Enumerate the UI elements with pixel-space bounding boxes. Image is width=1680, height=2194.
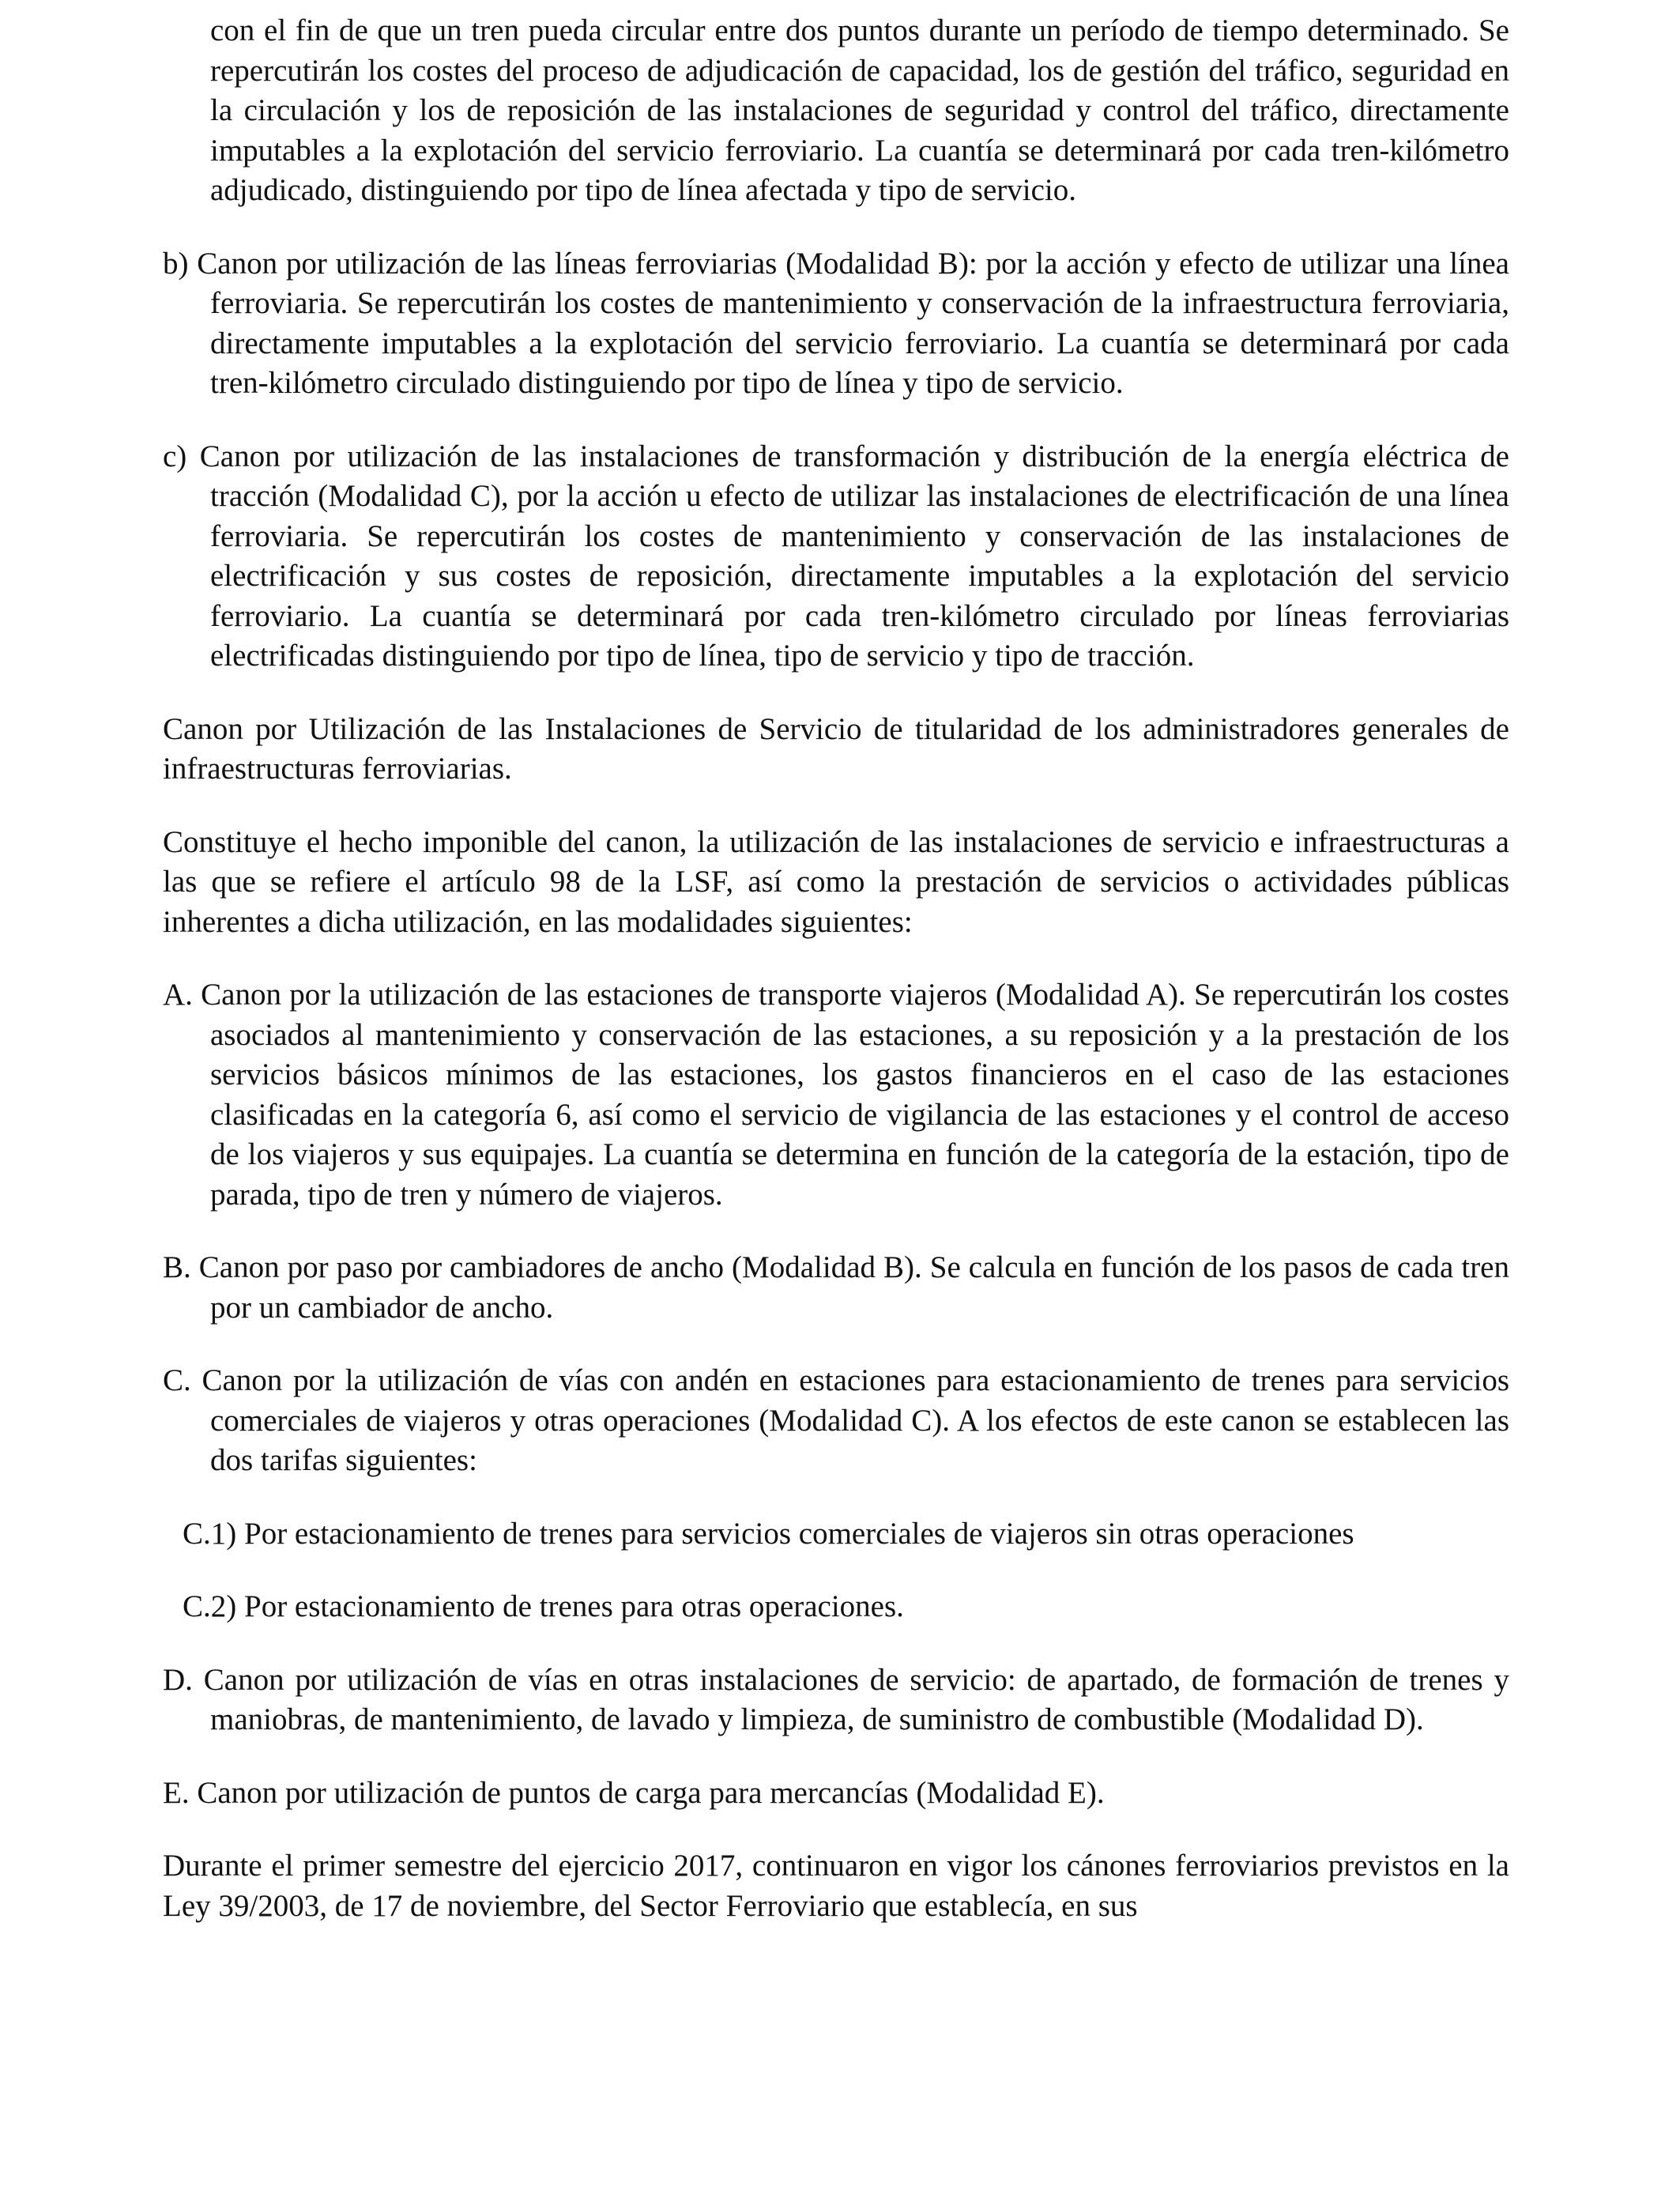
- paragraph-hecho-imponible: Constituye el hecho imponible del canon, la utilización de las instalaciones de servicio e infraestructuras a las que se refiere el artículo 98 de la LSF, así como la prestación de servicios o actividades públicas inherentes a dicha utilización, en las modalidades siguientes:: [163, 824, 1509, 939]
- paragraph-item-A: A. Canon por la utilización de las estaciones de transporte viajeros (Modalidad A). Se repercutirán los costes asociados al mantenimiento y conservación de las estaciones, a su reposición y a la prestación de los servicios básicos mínimos de las estaciones, los gastos financieros en el caso de las estaciones clasificadas en la categoría 6, así como el servicio de vigilancia de las estaciones y el control de acceso de los viajeros y sus equipajes. La cuantía se determina en función de la categoría de la estación, tipo de parada, tipo de tren y número de viajeros.: [163, 978, 1509, 1212]
- paragraph-item-D: D. Canon por utilización de vías en otras instalaciones de servicio: de apartado, de formación de trenes y maniobras, de mantenimiento, de lavado y limpieza, de suministro de combustible (Modalidad D).: [163, 1662, 1509, 1736]
- paragraph-item-c: c) Canon por utilización de las instalaciones de transformación y distribución de la energía eléctrica de tracción (Modalidad C), por la acción u efecto de utilizar las instalaciones de electrificación de una línea ferroviaria. Se repercutirán los costes de mantenimiento y conservación de las instalaciones de electrificación y sus costes de reposición, directamente imputables a la explotación del servicio ferroviario. La cuantía se determinará por cada tren-kilómetro circulado por líneas ferroviarias electrificadas distinguiendo por tipo de línea, tipo de servicio y tipo de tracción.: [163, 439, 1509, 673]
- paragraph-continuation-a: con el fin de que un tren pueda circular entre dos puntos durante un período de tiempo determinado. Se repercutirán los costes del proceso de adjudicación de capacidad, los de gestión del tráfico, seguridad en la circulación y los de reposición de las instalaciones de seguridad y control del tráfico, directamente imputables a la explotación del servicio ferroviario. La cuantía se determinará por cada tren-kilómetro adjudicado, distinguiendo por tipo de línea afectada y tipo de servicio.: [210, 13, 1509, 207]
- paragraph-item-B: B. Canon por paso por cambiadores de ancho (Modalidad B). Se calcula en función de los pasos de cada tren por un cambiador de ancho.: [163, 1250, 1509, 1325]
- paragraph-item-C: C. Canon por la utilización de vías con andén en estaciones para estacionamiento de trenes para servicios comerciales de viajeros y otras operaciones (Modalidad C). A los efectos de este canon se establecen las dos tarifas siguientes:: [163, 1363, 1509, 1477]
- paragraph-canon-servicio: Canon por Utilización de las Instalaciones de Servicio de titularidad de los administradores generales de infraestructuras ferroviarias.: [163, 711, 1509, 786]
- paragraph-item-C2: C.2) Por estacionamiento de trenes para otras operaciones.: [183, 1589, 904, 1623]
- paragraph-item-C1: C.1) Por estacionamiento de trenes para servicios comerciales de viajeros sin otras operaciones: [183, 1516, 1354, 1551]
- document-page: [163, 11, 1509, 1926]
- paragraph-item-E: E. Canon por utilización de puntos de carga para mercancías (Modalidad E).: [163, 1775, 1105, 1810]
- paragraph-item-b: b) Canon por utilización de las líneas ferroviarias (Modalidad B): por la acción y efecto de utilizar una línea ferroviaria. Se repercutirán los costes de mantenimiento y conservación de la infraestructura ferroviaria, directamente imputables a la explotación del servicio ferroviario. La cuantía se determinará por cada tren-kilómetro circulado distinguiendo por tipo de línea y tipo de servicio.: [163, 246, 1509, 400]
- paragraph-primer-semestre: Durante el primer semestre del ejercicio 2017, continuaron en vigor los cánones ferroviarios previstos en la Ley 39/2003, de 17 de noviembre, del Sector Ferroviario que establecía, en sus: [163, 1849, 1509, 1923]
